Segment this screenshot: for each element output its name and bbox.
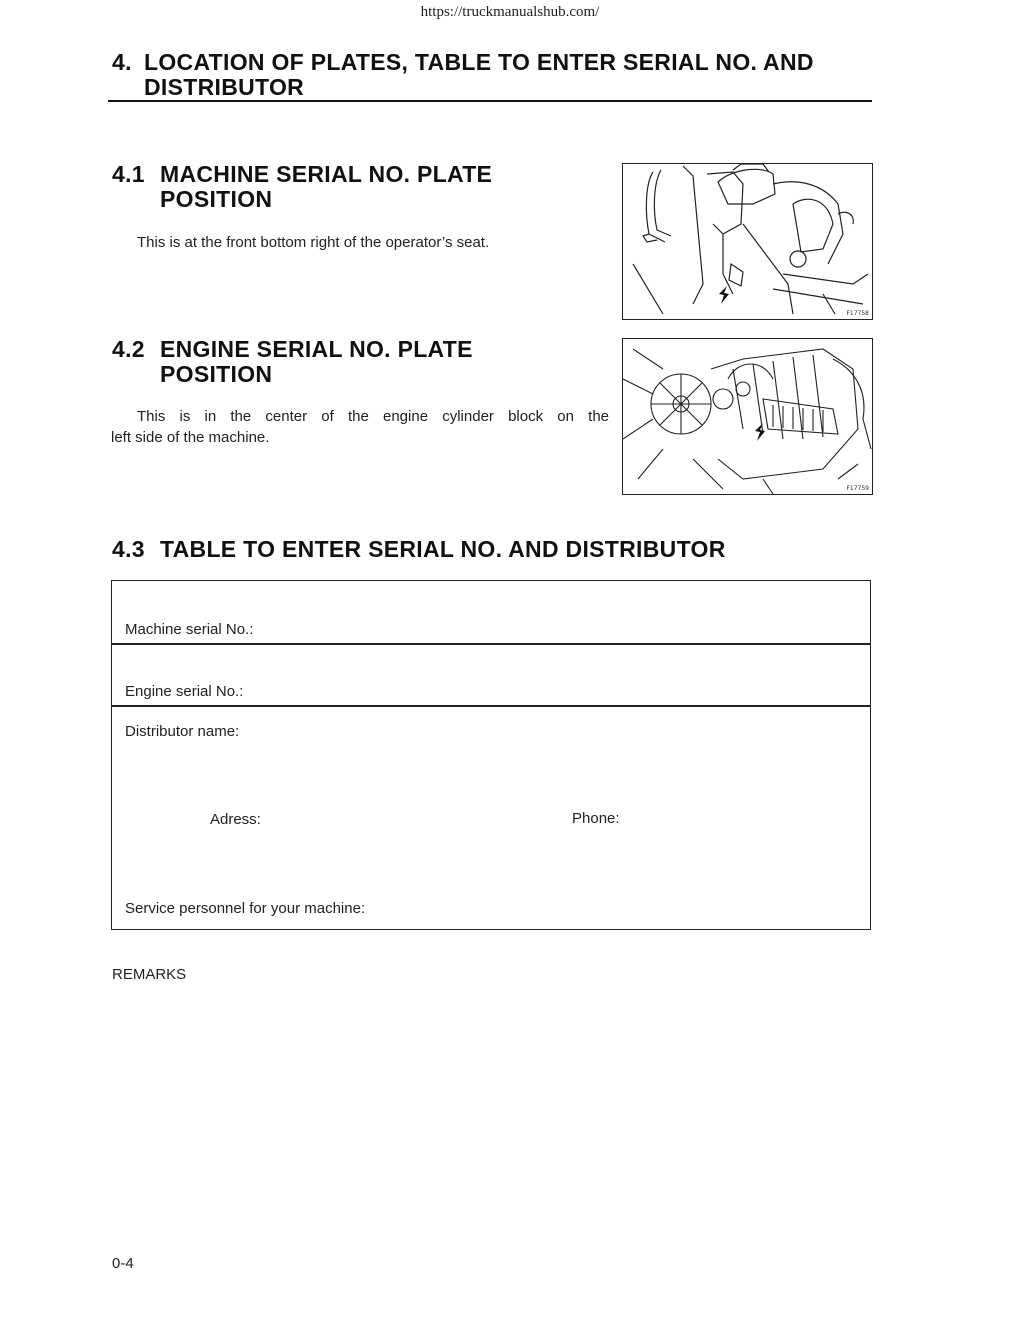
row-divider bbox=[112, 643, 870, 645]
figure-code-f17758: F17758 bbox=[846, 310, 869, 317]
serial-distributor-table bbox=[111, 580, 871, 930]
figure-code-f17759: F17759 bbox=[846, 485, 869, 492]
section-4-1-heading bbox=[112, 162, 492, 212]
section-4-2-heading bbox=[112, 337, 473, 387]
section-4-3-number: 4.3 bbox=[112, 536, 145, 562]
source-url[interactable]: https://truckmanualshub.com/ bbox=[420, 4, 600, 20]
section-4-1-text: This is at the front bottom right of the operator’s seat. bbox=[137, 234, 490, 251]
heading-rule bbox=[108, 100, 872, 102]
phone-label: Phone: bbox=[572, 810, 620, 827]
section-4-3-title: TABLE TO ENTER SERIAL NO. AND DISTRIBUTOR bbox=[160, 536, 726, 562]
section-4-title-line1: LOCATION OF PLATES, TABLE TO ENTER SERIAL NO. AND bbox=[144, 49, 814, 75]
section-4-title-line2: DISTRIBUTOR bbox=[144, 74, 305, 100]
section-4-1-title-line2: POSITION bbox=[160, 186, 273, 212]
section-4-2-title-line2: POSITION bbox=[160, 361, 273, 387]
service-personnel-label: Service personnel for your machine: bbox=[125, 900, 366, 917]
section-4-2-number: 4.2 bbox=[112, 336, 145, 362]
section-4-heading bbox=[112, 50, 872, 100]
distributor-name-label: Distributor name: bbox=[125, 723, 240, 740]
section-4-number: 4. bbox=[112, 49, 132, 75]
section-4-2-title-line1: ENGINE SERIAL NO. PLATE bbox=[160, 336, 473, 362]
row-divider bbox=[112, 705, 870, 707]
page-number: 0-4 bbox=[112, 1255, 134, 1272]
engine-serial-label: Engine serial No.: bbox=[125, 683, 244, 700]
remarks-label: REMARKS bbox=[112, 966, 187, 983]
engine-illustration bbox=[623, 339, 872, 494]
engine-plate-figure bbox=[622, 338, 873, 495]
section-4-2-text-line1: This is in the center of the engine cylinder block on the bbox=[137, 408, 609, 425]
section-4-1-number: 4.1 bbox=[112, 161, 145, 187]
operator-seat-illustration bbox=[623, 164, 872, 319]
section-4-3-heading bbox=[112, 537, 726, 562]
section-4-2-text-line2: left side of the machine. bbox=[111, 429, 270, 446]
machine-plate-figure bbox=[622, 163, 873, 320]
address-label: Adress: bbox=[210, 811, 261, 828]
section-4-1-title-line1: MACHINE SERIAL NO. PLATE bbox=[160, 161, 493, 187]
machine-serial-label: Machine serial No.: bbox=[125, 621, 254, 638]
